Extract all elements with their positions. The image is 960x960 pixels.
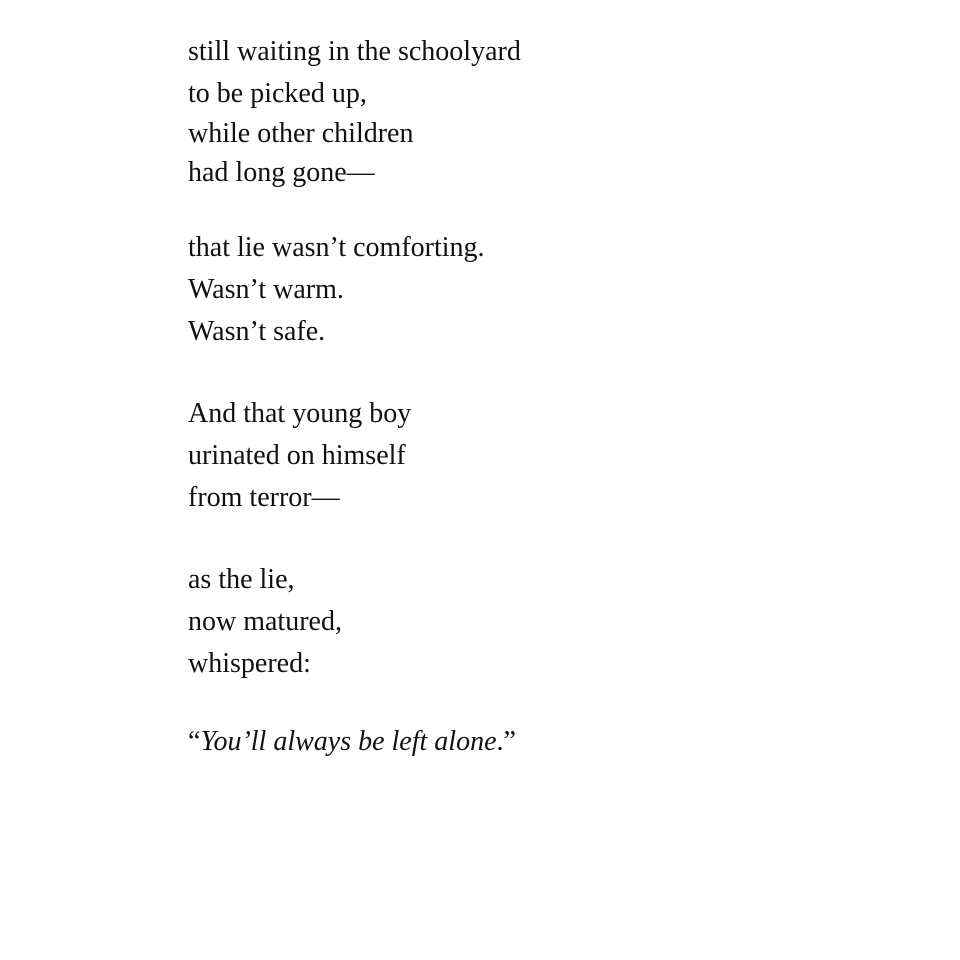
poem-line: had long gone—: [188, 157, 375, 188]
closing-quote-line: [188, 726, 516, 758]
poem-line: still waiting in the schoolyard: [188, 36, 521, 67]
poem-line: whispered:: [188, 648, 311, 679]
poem-line: Wasn’t safe.: [188, 316, 326, 347]
closing-quote-text: You’ll always be left alone: [200, 726, 497, 757]
poem-line: urinated on himself: [188, 440, 406, 471]
open-quote-mark: “: [188, 726, 201, 757]
poem-line: And that young boy: [188, 398, 412, 429]
poem-line: that lie wasn’t comforting.: [188, 232, 485, 263]
poem-line: to be picked up,: [188, 78, 367, 109]
close-quote-mark: .”: [496, 726, 516, 757]
poem-line: as the lie,: [188, 564, 295, 595]
poem-line: while other children: [188, 118, 414, 149]
poem-line: Wasn’t warm.: [188, 274, 344, 305]
poem-line: now matured,: [188, 606, 342, 637]
poem-line: from terror—: [188, 482, 340, 513]
